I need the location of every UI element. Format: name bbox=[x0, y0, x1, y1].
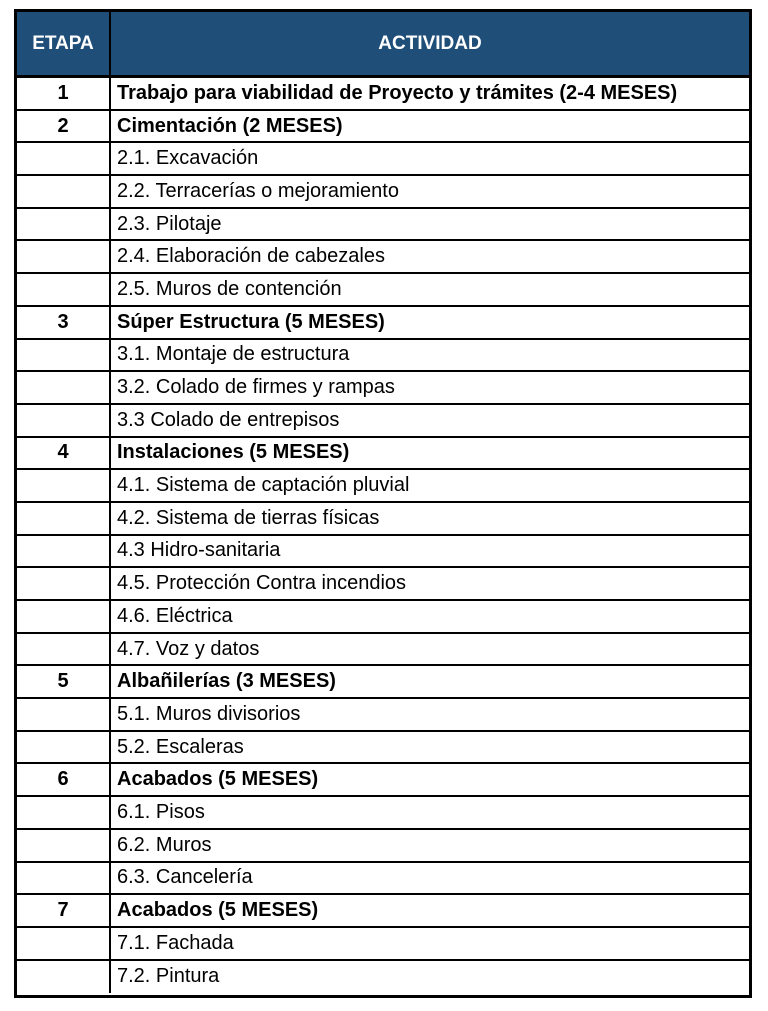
table-row bbox=[17, 568, 749, 601]
etapa-cell bbox=[17, 961, 111, 994]
actividad-cell: 2.1. Excavación bbox=[117, 147, 259, 170]
actividad-cell: 4.7. Voz y datos bbox=[117, 637, 260, 660]
actividad-cell: 2.5. Muros de contención bbox=[117, 277, 342, 300]
etapa-cell bbox=[17, 601, 111, 632]
actividad-cell: 3.1. Montaje de estructura bbox=[117, 343, 350, 366]
table-row bbox=[17, 372, 749, 405]
etapa-cell bbox=[17, 176, 111, 207]
etapa-cell bbox=[17, 536, 111, 567]
table-row bbox=[17, 307, 749, 340]
etapa-cell: 3 bbox=[17, 307, 111, 338]
etapa-cell bbox=[17, 143, 111, 174]
header-actividad: ACTIVIDAD bbox=[378, 32, 482, 54]
table-row bbox=[17, 405, 749, 438]
etapa-cell bbox=[17, 928, 111, 959]
etapa-cell bbox=[17, 241, 111, 272]
schedule-table bbox=[14, 9, 752, 998]
actividad-cell: 4.1. Sistema de captación pluvial bbox=[117, 474, 410, 497]
actividad-cell: 7.1. Fachada bbox=[117, 931, 234, 954]
actividad-cell: 2.4. Elaboración de cabezales bbox=[117, 245, 385, 268]
etapa-cell: 4 bbox=[17, 438, 111, 469]
table-row bbox=[17, 961, 749, 994]
etapa-cell bbox=[17, 405, 111, 436]
actividad-cell: 4.5. Protección Contra incendios bbox=[117, 572, 407, 595]
etapa-cell bbox=[17, 372, 111, 403]
etapa-cell: 1 bbox=[17, 78, 111, 109]
actividad-cell: 3.3 Colado de entrepisos bbox=[117, 408, 340, 431]
actividad-cell: Acabados (5 MESES) bbox=[117, 768, 319, 791]
etapa-cell bbox=[17, 863, 111, 894]
table-body bbox=[17, 78, 749, 993]
table-row bbox=[17, 241, 749, 274]
actividad-cell: 5.1. Muros divisorios bbox=[117, 702, 301, 725]
actividad-cell: 6.2. Muros bbox=[117, 833, 212, 856]
actividad-cell: 5.2. Escaleras bbox=[117, 735, 244, 758]
table-row bbox=[17, 340, 749, 373]
header-etapa: ETAPA bbox=[17, 12, 111, 75]
etapa-cell bbox=[17, 274, 111, 305]
etapa-cell: 5 bbox=[17, 666, 111, 697]
etapa-cell: 7 bbox=[17, 895, 111, 926]
table-row bbox=[17, 601, 749, 634]
table-row bbox=[17, 78, 749, 111]
etapa-cell bbox=[17, 830, 111, 861]
actividad-cell: 7.2. Pintura bbox=[117, 965, 220, 988]
table-row bbox=[17, 438, 749, 471]
actividad-cell: 4.2. Sistema de tierras físicas bbox=[117, 506, 380, 529]
etapa-cell bbox=[17, 732, 111, 763]
table-row bbox=[17, 209, 749, 242]
table-row bbox=[17, 830, 749, 863]
etapa-cell bbox=[17, 634, 111, 665]
actividad-cell: 4.3 Hidro-sanitaria bbox=[117, 539, 281, 562]
actividad-cell: 6.3. Cancelería bbox=[117, 866, 253, 889]
actividad-cell: Instalaciones (5 MESES) bbox=[117, 441, 350, 464]
actividad-cell: 6.1. Pisos bbox=[117, 800, 205, 823]
table-row bbox=[17, 274, 749, 307]
etapa-cell: 6 bbox=[17, 764, 111, 795]
table-row bbox=[17, 503, 749, 536]
actividad-cell: Trabajo para viabilidad de Proyecto y trámites (2-4 MESES) bbox=[117, 81, 678, 104]
table-row bbox=[17, 666, 749, 699]
table-header bbox=[17, 12, 749, 78]
actividad-cell: Albañilerías (3 MESES) bbox=[117, 670, 336, 693]
table-row bbox=[17, 634, 749, 667]
table-row bbox=[17, 111, 749, 144]
table-row bbox=[17, 732, 749, 765]
table-row bbox=[17, 895, 749, 928]
etapa-cell: 2 bbox=[17, 111, 111, 142]
table-row bbox=[17, 797, 749, 830]
etapa-cell bbox=[17, 568, 111, 599]
actividad-cell: Cimentación (2 MESES) bbox=[117, 114, 343, 137]
actividad-cell: 2.2. Terracerías o mejoramiento bbox=[117, 179, 399, 202]
table-row bbox=[17, 536, 749, 569]
actividad-cell: Acabados (5 MESES) bbox=[117, 899, 319, 922]
table-row bbox=[17, 764, 749, 797]
table-row bbox=[17, 176, 749, 209]
table-row bbox=[17, 470, 749, 503]
table-row bbox=[17, 699, 749, 732]
table-row bbox=[17, 863, 749, 896]
etapa-cell bbox=[17, 209, 111, 240]
etapa-cell bbox=[17, 699, 111, 730]
table-row bbox=[17, 143, 749, 176]
etapa-cell bbox=[17, 503, 111, 534]
etapa-cell bbox=[17, 797, 111, 828]
actividad-cell: 4.6. Eléctrica bbox=[117, 604, 233, 627]
table-row bbox=[17, 928, 749, 961]
actividad-cell: Súper Estructura (5 MESES) bbox=[117, 310, 385, 333]
etapa-cell bbox=[17, 470, 111, 501]
actividad-cell: 2.3. Pilotaje bbox=[117, 212, 222, 235]
etapa-cell bbox=[17, 340, 111, 371]
actividad-cell: 3.2. Colado de firmes y rampas bbox=[117, 376, 395, 399]
